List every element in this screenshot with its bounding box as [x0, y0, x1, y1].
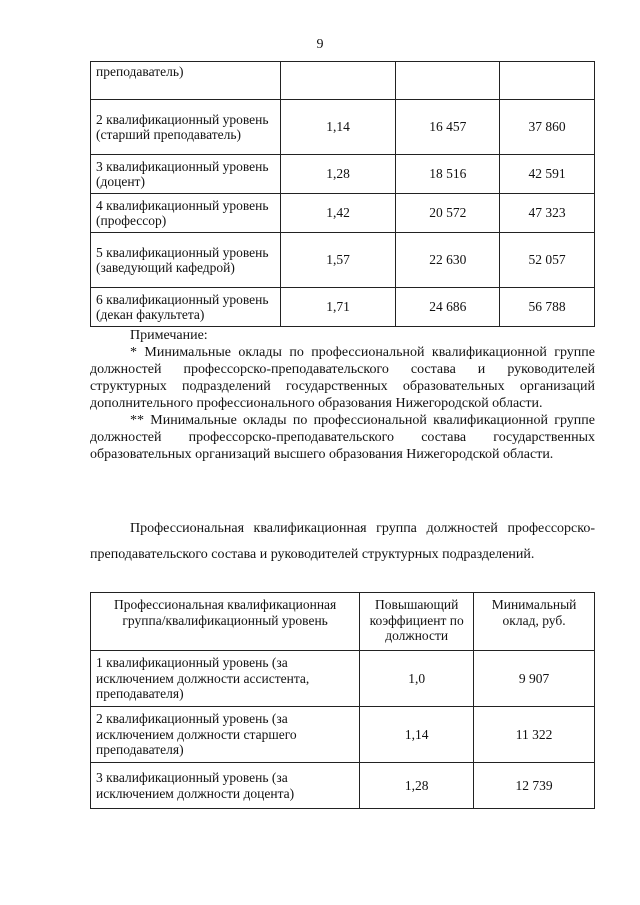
level-cell: 2 квалификационный уровень (за исключением должности старшего преподавателя): [91, 707, 360, 763]
table-row: [91, 651, 595, 707]
coefficient-cell: 1,0: [360, 651, 474, 707]
coefficient-cell: [280, 62, 396, 100]
salary-table: [90, 592, 595, 809]
salary-cell: 12 739: [474, 763, 595, 809]
column-header-salary: Минимальный оклад, руб.: [474, 593, 595, 651]
note-1: * Минимальные оклады по профессиональной квалификационной группе должностей профессорско-преподавательского состава и руководителей структурных подразделений государственных образовательных организаций дополнительного профессионального образования Нижегородской области.: [90, 345, 595, 411]
coefficient-cell: 1,42: [280, 194, 396, 233]
salary-cell: 42 591: [500, 155, 595, 194]
level-cell: 2 квалификационный уровень (старший преподаватель): [91, 100, 281, 155]
salary-table-continued: [90, 61, 595, 327]
table-row: [91, 155, 595, 194]
salary-cell: 56 788: [500, 288, 595, 327]
salary-cell: 47 323: [500, 194, 595, 233]
column-header-coefficient: Повышающий коэффициент по должности: [360, 593, 474, 651]
salary-cell: 20 572: [396, 194, 500, 233]
table-row: [91, 288, 595, 327]
level-cell: 4 квалификационный уровень (профессор): [91, 194, 281, 233]
section-heading: Профессиональная квалификационная группа должностей профессорско-преподавательского состава и руководителей структурных подразделений.: [90, 521, 595, 562]
column-header-level: Профессиональная квалификационная группа/квалификационный уровень: [91, 593, 360, 651]
level-cell: 1 квалификационный уровень (за исключением должности ассистента, преподавателя): [91, 651, 360, 707]
level-cell: 5 квалификационный уровень (заведующий кафедрой): [91, 233, 281, 288]
salary-cell: 52 057: [500, 233, 595, 288]
page-number: 9: [316, 37, 324, 52]
table-header-row: [91, 593, 595, 651]
salary-cell: 37 860: [500, 100, 595, 155]
salary-cell: [500, 62, 595, 100]
table-row: [91, 707, 595, 763]
level-cell: 3 квалификационный уровень (доцент): [91, 155, 281, 194]
coefficient-cell: 1,28: [280, 155, 396, 194]
level-cell: преподаватель): [91, 62, 281, 100]
level-cell: 3 квалификационный уровень (за исключением должности доцента): [91, 763, 360, 809]
salary-cell: 16 457: [396, 100, 500, 155]
level-cell: 6 квалификационный уровень (декан факультета): [91, 288, 281, 327]
note-2: ** Минимальные оклады по профессиональной квалификационной группе должностей профессорско-преподавательского состава государственных образовательных организаций высшего образования Нижегородской области.: [90, 413, 595, 462]
table-row: [91, 100, 595, 155]
table-row: [91, 233, 595, 288]
salary-cell: 22 630: [396, 233, 500, 288]
salary-cell: 9 907: [474, 651, 595, 707]
coefficient-cell: 1,14: [280, 100, 396, 155]
section-heading-block: [90, 516, 595, 568]
coefficient-cell: 1,14: [360, 707, 474, 763]
coefficient-cell: 1,57: [280, 233, 396, 288]
table-row: [91, 194, 595, 233]
notes-title: Примечание:: [130, 328, 208, 343]
salary-cell: [396, 62, 500, 100]
notes-block: [90, 327, 595, 463]
coefficient-cell: 1,71: [280, 288, 396, 327]
table-row: [91, 62, 595, 100]
salary-cell: 24 686: [396, 288, 500, 327]
salary-cell: 18 516: [396, 155, 500, 194]
coefficient-cell: 1,28: [360, 763, 474, 809]
table-row: [91, 763, 595, 809]
salary-cell: 11 322: [474, 707, 595, 763]
